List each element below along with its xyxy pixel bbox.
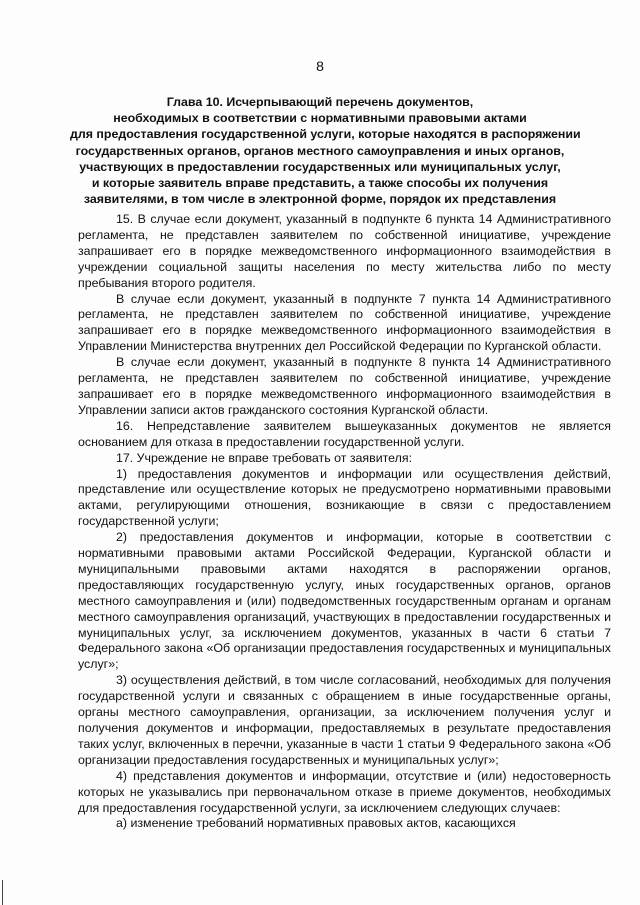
paragraph-17-item-3: 3) осуществления действий, в том числе согласований, необходимых для получения государственной услуги и связанных с обращением в иные государственные органы, органы местного самоуправления, организации, за исключением получения услуг и получения документов и информации, предоставляемых в результате предоставления таких услуг, включенных в перечни, указанные в части 1 статьи 9 Федерального закона «Об организации предоставления государственных и муниципальных услуг»; (78, 673, 611, 767)
paragraph-15-sub-7: В случае если документ, указанный в подпункте 7 пункта 14 Административного регламента, не представлен заявителем по собственной инициативе, учреждение запрашивает его в порядке межведомственного информационного взаимодействия в Управлении Министерства внутренних дел Российской Федерации по Курганской области. (78, 291, 611, 354)
paragraph-17: 17. Учреждение не вправе требовать от заявителя: (116, 450, 413, 465)
paragraph-15: 15. В случае если документ, указанный в подпункте 6 пункта 14 Административного регламента, не представлен заявителем по собственной инициативе, учреждение запрашивает его в порядке межведомственного информационного взаимодействия в учреждении социальной защиты населения по месту жительства либо по месту пребывания второго родителя. (78, 212, 611, 290)
paragraph-16: 16. Непредставление заявителем вышеуказанных документов не является основанием для отказа в предоставлении государственной услуги. (78, 418, 611, 449)
paragraph-17-item-2: 2) предоставления документов и информации, которые в соответствии с нормативными правовыми актами Российской Федерации, Курганской области и муниципальными правовыми актами находятся в распоряжении органов, предоставляющих государственную услугу, иных государственных органов, органов местного самоуправления и (или) подведомственных государственным органам и органам местного самоуправления организаций, участвующих в предоставлении государственных и муниципальных услуг, за исключением документов, указанных в части 6 статьи 7 Федерального закона «Об организации предоставления государственных и муниципальных услуг»; (78, 530, 611, 672)
heading-line: Глава 10. Исчерпывающий перечень документов, (166, 95, 474, 109)
heading-line: заявителями, в том числе в электронной форме, порядок их представления (83, 192, 557, 207)
paragraph-15-sub-8: В случае если документ, указанный в подпункте 8 пункта 14 Административного регламента, не представлен заявителем по собственной инициативе, учреждение запрашивает его в порядке межведомственного информационного взаимодействия в Управлении записи актов гражданского состояния Курганской области. (78, 355, 611, 417)
heading-line: участвующих в предоставлении государственных или муниципальных услуг, (79, 159, 561, 174)
heading-line: необходимых в соответствии с нормативными правовыми актами (113, 111, 527, 126)
heading-line: и которые заявитель вправе представить, а также способы их получения (91, 176, 549, 191)
paragraph-17-item-4a: а) изменение требований нормативных правовых актов, касающихся (116, 816, 516, 831)
page-number: 8 (316, 58, 324, 74)
heading-line: для предоставления государственной услуги, которые находятся в распоряжении (70, 127, 581, 142)
paragraph-17-item-1: 1) предоставления документов и информации или осуществления действий, представление или осуществление которых не предусмотрено нормативными правовыми актами, регулирующими отношения, возникающие в связи с предоставлением государственной услуги; (78, 466, 611, 529)
chapter-heading (70, 94, 581, 207)
paragraph-17-item-4: 4) представления документов и информации, отсутствие и (или) недостоверность которых не указывались при первоначальном отказе в приеме документов, необходимых для предоставления государственной услуги, за исключением следующих случаев: (78, 768, 611, 815)
document-body (78, 212, 611, 832)
scan-edge-mark (2, 880, 3, 905)
heading-line: государственных органов, органов местного самоуправления и иных органов, (75, 143, 565, 158)
